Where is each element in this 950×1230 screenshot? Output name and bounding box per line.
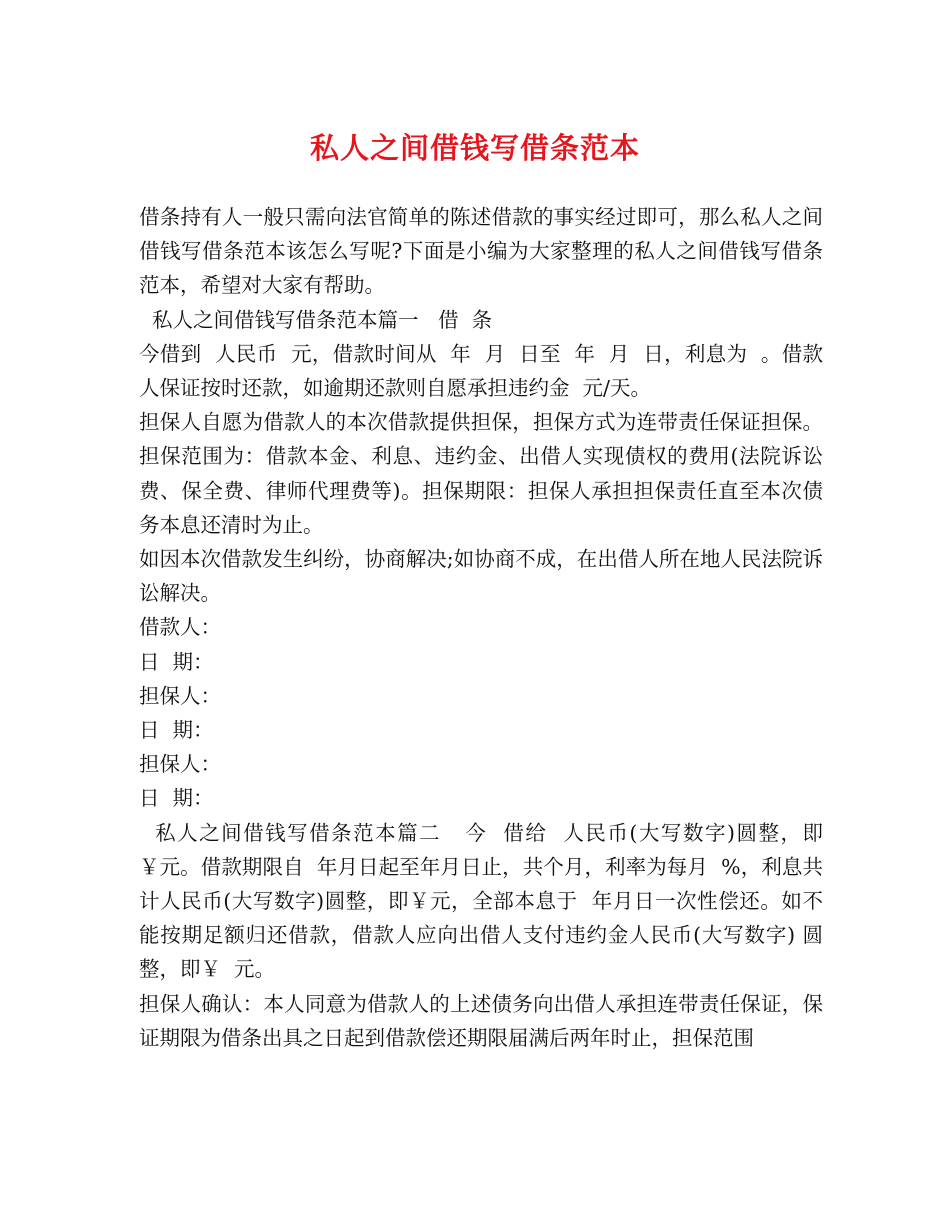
- document-title: 私人之间借钱写借条范本: [309, 131, 640, 165]
- section-heading-sample-one: 私人之间借钱写借条范本篇一 借 条: [139, 307, 493, 332]
- paragraph-guarantor-confirmation: 担保人确认：本人同意为借款人的上述债务向出借人承担连带责任保证，保证期限为借条出具之日起到借款偿还期限届满后两年时止，担保范围: [139, 991, 823, 1050]
- borrower-signature-line: 借款人：: [139, 615, 221, 640]
- paragraph-guarantee: 担保人自愿为借款人的本次借款提供担保，担保方式为连带责任保证担保。担保范围为：借款本金、利息、违约金、出借人实现债权的费用(法院诉讼费、保全费、律师代理费等)。担保期限：担保人承担担保责任直至本次债务本息还清时为止。: [139, 410, 823, 537]
- guarantor-signature-line: 担保人：: [139, 752, 221, 777]
- paragraph-dispute: 如因本次借款发生纠纷，协商解决;如协商不成，在出借人所在地人民法院诉讼解决。: [139, 547, 823, 606]
- date-line: 日 期：: [139, 786, 214, 811]
- date-line: 日 期：: [139, 649, 214, 674]
- paragraph-loan-terms: 今借到 人民币 元，借款时间从 年 月 日至 年 月 日，利息为 。借款人保证按时还款，如逾期还款则自愿承担违约金 元/天。: [139, 341, 823, 401]
- guarantor-signature-line: 担保人：: [139, 683, 221, 708]
- document-body: [139, 200, 823, 1055]
- paragraph-intro: 借条持有人一般只需向法官简单的陈述借款的事实经过即可，那么私人之间借钱写借条范本该怎么写呢?下面是小编为大家整理的私人之间借钱写借条范本，希望对大家有帮助。: [139, 205, 823, 298]
- paragraph-sample-two: 私人之间借钱写借条范本篇二 今 借给 人民币(大写数字)圆整，即￥元。借款期限自 年月日起至年月日止，共个月，利率为每月 %，利息共计人民币(大写数字)圆整，即￥元，全部本息于 年月日一次性偿还。如不能按期足额归还借款，借款人应向出借人支付违约金人民币(大写数字) 圆整，即￥ 元。: [139, 820, 823, 982]
- date-line: 日 期：: [139, 718, 214, 743]
